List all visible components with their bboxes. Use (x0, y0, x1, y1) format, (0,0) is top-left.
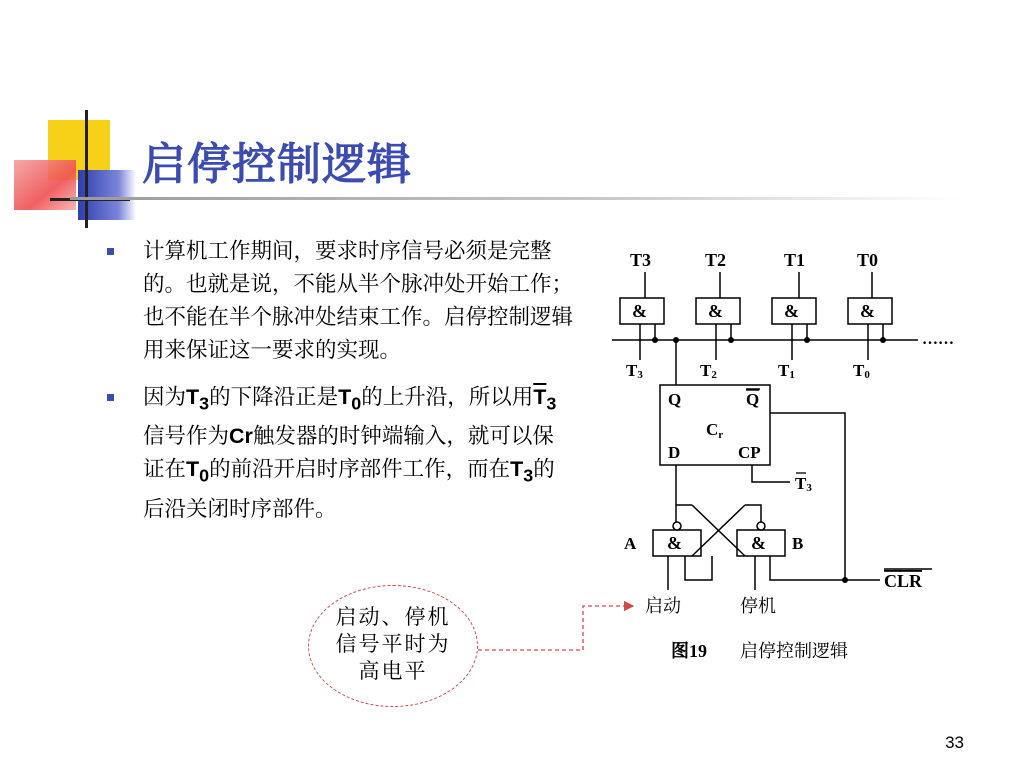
bullet-text-2: 因为$T_3$的下降沿正是$T_0$的上升沿，所以用$\overline{T}_3$信号作为Cr触发器的时钟端输入，就可以保证在$T_0$的前沿开启时序部件工作，而在$T_3$的后沿关闭时序部件。 (143, 385, 557, 522)
callout-line-1: 启动、停机 (335, 605, 451, 629)
svg-text:&: & (708, 301, 723, 321)
and-gate-t1 (772, 298, 816, 324)
svg-text:Q: Q (668, 390, 682, 409)
start-label: 启动 (645, 596, 681, 616)
cr-flipflop (660, 385, 770, 465)
callout-connector (478, 606, 633, 650)
figure-caption-title: 启停控制逻辑 (740, 641, 848, 661)
gate-a-label: A (624, 534, 637, 553)
stop-label: 停机 (740, 596, 776, 616)
svg-text:Q: Q (746, 390, 760, 409)
svg-text:&: & (751, 533, 766, 553)
gate-b-label: B (792, 534, 804, 553)
svg-text:&: & (860, 301, 875, 321)
callout-line-2: 信号平时为 (335, 632, 451, 656)
svg-text:Cr: Cr (706, 420, 724, 441)
output-label-t0: T0 (853, 361, 870, 381)
input-label-t2: T2 (705, 250, 727, 270)
svg-text:&: & (667, 533, 682, 553)
and-gate-t2 (696, 298, 740, 324)
page-title: 启停控制逻辑 (142, 139, 412, 190)
input-label-t3: T3 (630, 250, 652, 270)
svg-text:CP: CP (738, 443, 761, 462)
bus-dots: …… (922, 331, 954, 348)
svg-text:D: D (668, 443, 681, 462)
input-label-t1: T1 (784, 250, 806, 270)
svg-text:&: & (784, 301, 799, 321)
bullet-text-1: 计算机工作期间，要求时序信号必须是完整的。也就是说，不能从半个脉冲处开始工作；也不能在半个脉冲处结束工作。启停控制逻辑用来保证这一要求的实现。 (143, 239, 574, 363)
gate-b (737, 522, 785, 556)
figure-caption-number: 图19 (671, 641, 707, 661)
gate-a (653, 522, 701, 556)
t3bar-label: T3 (795, 474, 812, 494)
and-gate-t3 (620, 298, 664, 324)
output-label-t3: T3 (626, 361, 643, 381)
callout-line-3: 高电平 (358, 659, 428, 683)
page-number: 33 (945, 733, 964, 752)
clr-label: CLR (884, 571, 923, 591)
output-label-t1: T1 (778, 361, 795, 381)
and-gate-t0 (848, 298, 892, 324)
svg-text:&: & (632, 301, 647, 321)
input-label-t0: T0 (857, 250, 879, 270)
output-label-t2: T2 (700, 361, 717, 381)
